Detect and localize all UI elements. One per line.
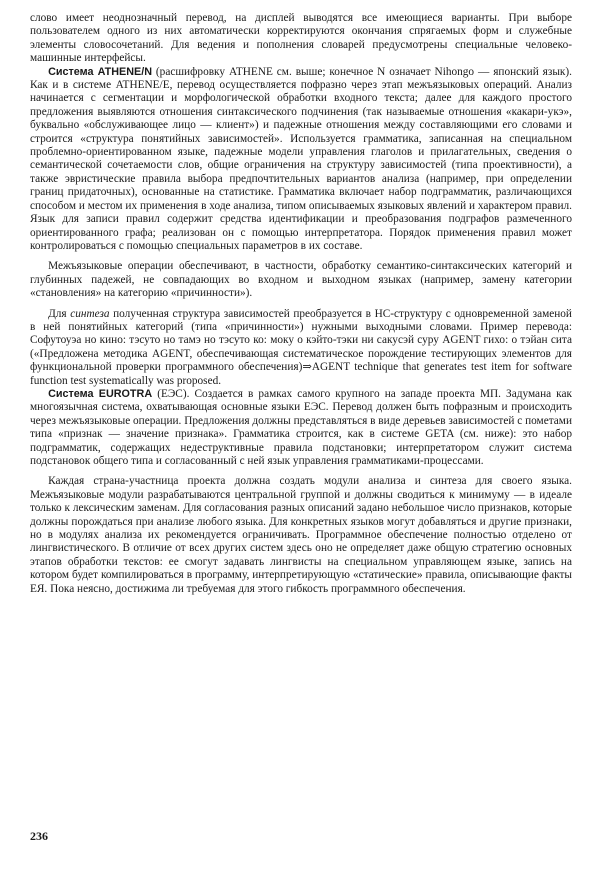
paragraph-text: (расшифровку ATHENE см. выше; конечное N означает Nihongo — японский язык). Как и в системе ATHENE/E, перевод осуществляется пофразно через этап межъязыковых операций. Анализ начинается с сегментации и морфологической обработки входного текста; далее для каждого простого предложения выявляются отношения синтаксического подчинения (так называемые отношения «какари-укэ», буквально «обслуживающее лицо — клиент») и падежные отношения между составляющими его словами и строится «структура понятийных зависимостей». Используется грамматика, записанная на специальном проблемно-ориентированном языке, падежные модели управления глаголов и прилагательных, сведения о семантической сочетаемости слов, общие ограничения на структуру зависимостей (типа проективности), а также эвристические правила выбора предпочтительных вариантов анализа (например, при определении границ придаточных), основанные на статистике. Грамматика включает набор подграмматик, различающихся способом и местом их применения в ходе анализа, типом описываемых языковых явлений и характером правил. Язык для записи правил содержит средства идентификации и преобразования подграфов размеченного ориентированного графа; реализован он с помощью интерпретатора. Порядок применения правил может контролироваться с помощью специальных параметров в их составе. [30, 65, 572, 252]
paragraph-continuation [30, 12, 572, 66]
body-text [30, 12, 572, 596]
paragraph-synthesis [30, 308, 572, 388]
paragraph-text: слово имеет неоднозначный перевод, на дисплей выводятся все имеющиеся варианты. При выборе пользователем одного из них автоматически корректируются окончания спрягаемых форм и служебные элементы словосочетаний. Для ведения и пополнения словарей предусмотрены специальные человеко-машинные интерфейсы. [30, 12, 572, 65]
page-number: 236 [30, 829, 48, 843]
italic-term: синтеза [70, 307, 110, 320]
paragraph-text: Для [48, 307, 71, 320]
section-heading-eurotra: Система EUROTRA [48, 387, 153, 400]
paragraph-athene-n [30, 66, 572, 254]
paragraph-text: полученная структура зависимостей преобразуется в НС-структуру с одновременной заменой в ней понятийных категорий (типа «причинности») нужными выходными словами. Пример перевода: Софутоуэа но кино: тэсуто но тамэ но тэсуто ко: моку о кэйто-тэки ни сакусэй суру AGENT гихо: о тэйан сита («Предложена методика AGENT, обеспечивающая систематическое порождение тестирующих элементов для функциональной проверки программного обеспечения)⇒AGENT technique that generates test item for software function test systematically was proposed. [30, 307, 572, 387]
paragraph-text: (ЕЭС). Создается в рамках самого крупного на западе проекта МП. Задумана как многоязычная система, охватывающая основные языки ЕЭС. Перевод должен быть пофразным и происходить через межъязыковые операции. Предложения должны представляться в виде деревьев зависимостей с пометами типа «признак — значение признака». Грамматика строится, как в системе GETA (см. ниже): это набор подграмматик, содержащих недеструктивные правила подстановки; интерпретатором служит система подстановок общего типа и согласованный с ней язык управления грамматиками-процессами. [30, 387, 572, 467]
paragraph-eurotra [30, 388, 572, 468]
paragraph-participant-countries [30, 475, 572, 596]
paragraph-interlingual-operations [30, 260, 572, 300]
section-heading-athene-n: Система ATHENE/N [48, 65, 152, 78]
paragraph-text: Каждая страна-участница проекта должна создать модули анализа и синтеза для своего языка. Межъязыковые модули разрабатываются центральной группой и должны сводиться к минимуму — в идеале только к лексическим заменам. Для согласования разных описаний задано небольшое число признаков, которые должны порождаться при анализе любого языка. Для конкретных языков могут добавляться и другие признаки, но в модулях анализа их рекомендуется ограничивать. Программное обеспечение полностью отделено от лингвистического. В отличие от всех других систем здесь оно не определяет даже общую стратегию основных этапов обработки текстов: ее смогут задавать лингвисты на специальном управляющем языке, запись на котором будет компилироваться в программу, интерпретирующую «статические» правила, описывающие факты ЕЯ. Пока неясно, достижима ли требуемая для этого гибкость программного обеспечения. [30, 475, 572, 595]
paragraph-text: Межъязыковые операции обеспечивают, в частности, обработку семантико-синтаксических категорий и глубинных падежей, не совпадающих во входном и выходном языках (например, замену категории «становления» на категорию «причинности»). [30, 260, 572, 300]
